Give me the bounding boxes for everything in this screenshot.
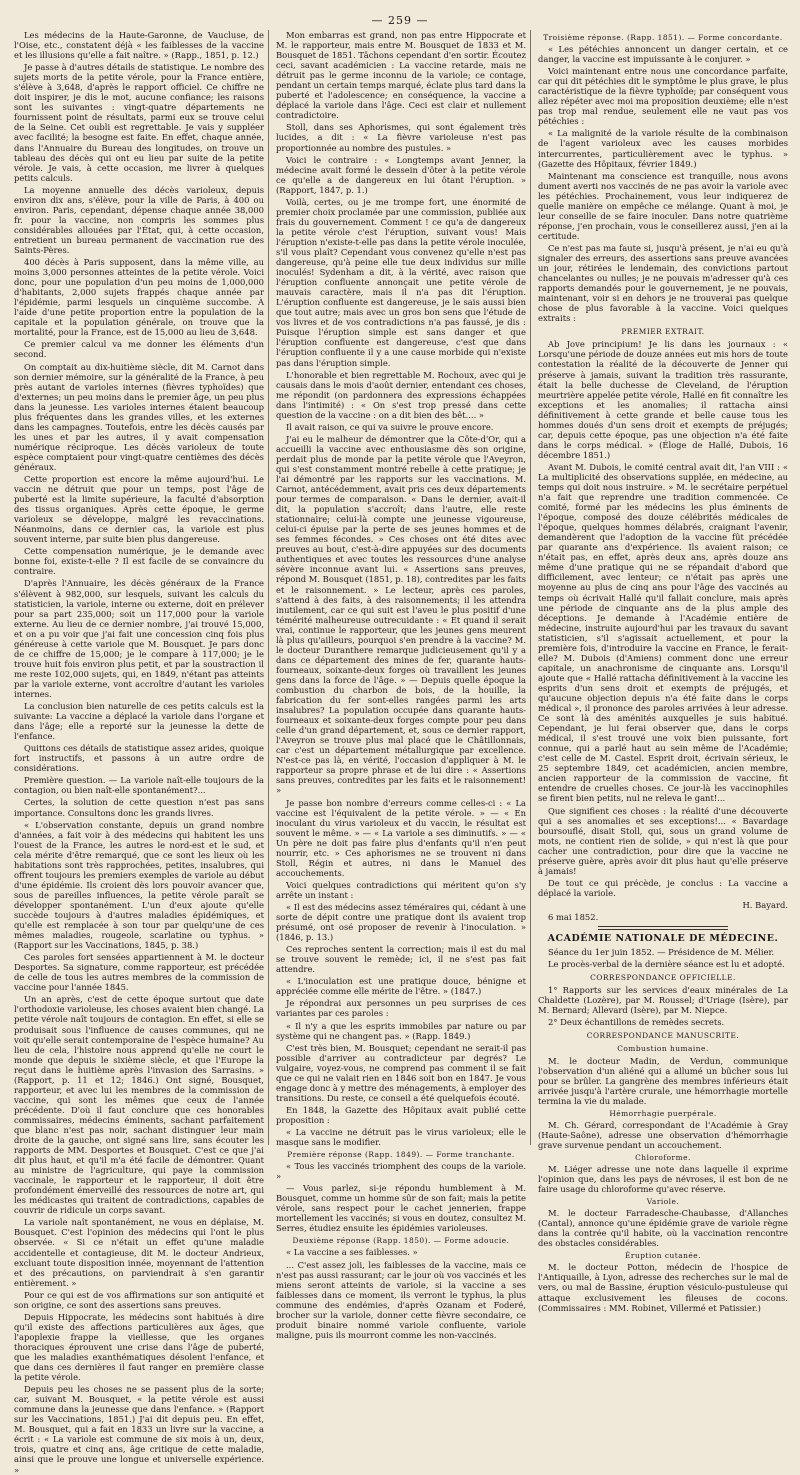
paragraph: « Tous les vaccinés triomphent des coups de la variole. »	[276, 1161, 526, 1182]
paragraph: « L'inoculation est une pratique douce, bénigne et appréciée comme elle mérite de l'être. » (1847.)	[276, 976, 526, 997]
paragraph: Quittons ces détails de statistique assez arides, quoique fort instructifs, et passons à un autre ordre de considérations.	[14, 743, 264, 774]
paragraph: Mon embarras est grand, non pas entre Hippocrate et M. le rapporteur, mais entre M. Bousquet de 1833 et M. Bousquet de 1851. Tâchons cependant d'en sortir. Écoutez ceci, savant académicien : La vaccine retarde, mais ne détruit pas le germe inconnu de la variole; ce contage, pendant un certain temps marqué, éclate plus tard dans la puberté et l'adolescence; en conséquence, la vaccine a déplacé la variole dans l'âge. Ceci est clair et nullement contradictoire.	[276, 30, 526, 121]
paragraph: J'ai eu le malheur de démontrer que la Côte-d'Or, qui a accueilli la vaccine avec enthousiasme dès son origine, perdait plus de monde par la petite vérole que l'Aveyron, qui s'est constamment montré rebelle à cette pratique; je l'ai démontré par les rapports sur les vaccinations. M. Carnot, antécédemment, avait pris ces deux départements pour termes de comparaison. « Dans le dernier, avait-il dit, la population s'accroît; dans l'autre, elle reste stationnaire; celui-là compte une jeunesse vigoureuse, celui-ci épuise par la perte de ses jeunes hommes et de ses femmes fécondes. » Ces choses ont été dites avec preuves au bout, c'est-à-dire appuyées sur des documents authentiques et avec toutes les ressources d'une analyse sévère inconnue avant lui. « Assertions sans preuves, répond M. Bousquet (1851, p. 18), contredites par les faits et le raisonnement. » Le lecteur, après ces paroles, s'attend à des faits, à des raisonnements; il les attendra inutilement, car ce qui suit est l'aveu le plus positif d'une témérité malheureuse outrecuidante : « Et quand il serait vrai, continue le rapporteur, que les jeunes gens meurent là plus qu'ailleurs, pourquoi s'en prendre à la vaccine? M. le docteur Duranthere remarque judicieusement qu'il y a dans ce département des mines de fer, quarante hauts-fourneaux, soixante-deux forges où travaillent les jeunes gens dans la force de l'âge. » — Depuis quelle époque la combustion du charbon de bois, de la houille, la fabrication du fer sont-elles rangées parmi les arts insalubres? La population occupée dans quarante hauts-fourneaux et soixante-deux forges compte pour peu dans celle d'un grand département, et, sous ce dernier rapport, l'Aveyron se trouve plus mal placé que le Châtillonnais, car c'est un département métallurgique par excellence. N'est-ce pas là, en vérité, l'occasion d'appliquer à M. le rapporteur sa propre phrase et de lui dire : « Assertions sans preuves, contredites par les faits et le raisonnement! »	[276, 433, 526, 796]
paragraph: Ab Jove principium! Je lis dans les journaux : « Lorsqu'une période de douze années eut mis hors de toute contestation la réalité de la découverte de Jenner qui préserve à jamais, suivant la tradition très rassurante, était la belle duchesse de Cleveland, de l'éruption meurtrière appelée petite vérole, Hallé en fit connaître les exceptions et les anomalies; il rattacha ainsi définitivement à cette grande et belle cause tous les hommes doués d'un sens droit et exempts de préjugés; car, depuis cette époque, pas une objection n'a été faite dans le corps médical. » (Éloge de Hallé, Dubois, 16 décembre 1851.)	[538, 339, 788, 460]
paragraph: Que signifient ces choses : la réalité d'une découverte qui a ses anomalies et ses exceptions!... « Bavardage boursouflé, disait Stoll, qui, sous un grand volume de mots, ne contient rien de solide, » qui n'est là que pour cacher une contradiction, pour dire que la vaccine ne préserve guère, après avoir dit plus haut qu'elle préserve à jamais!	[538, 805, 788, 876]
subsection-heading: Variole.	[646, 1197, 680, 1207]
section-heading: CORRESPONDANCE MANUSCRITE.	[586, 1031, 740, 1041]
paragraph: — Vous parlez, si-je répondu humblement à M. Bousquet, comme un homme sûr de son fait; mais la petite vérole, sans respect pour le cachet jennerien, frappe mortellement les vaccinés; si vous en doutez, consultez M. Serres, étudiez ensuite les épidémies varioleuses.	[276, 1183, 526, 1234]
paragraph: Cette compensation numérique, je le demande avec bonne foi, existe-t-elle ? Il est facile de se convaincre du contraire.	[14, 546, 264, 577]
paragraph: 2° Deux échantillons de remèdes secrets.	[548, 1017, 725, 1028]
paragraph: Ce n'est pas ma faute si, jusqu'à présent, je n'ai eu qu'à signaler des erreurs, des assertions sans preuve avancées un jour, rétirées le lendemain, des convictions partout chancelantes ou nulles; je ne pouvais m'adresser qu'à ces rapports demandés pour le gouvernement, je ne pouvais, maintenant, voir si en dehors je ne trouverai pas quelque chose de plus favorable à la vaccine. Voici quelques extraits :	[538, 242, 788, 324]
paragraph: M. le docteur Farradesche-Chaubasse, d'Allanches (Cantal), annonce qu'une épidémie grave de variole règne dans la contrée qu'il habite, où la vaccination rencontre des obstacles considérables.	[538, 1208, 788, 1249]
subsection-heading: Éruption cutanée.	[625, 1251, 701, 1261]
paragraph: « Il n'y a que les esprits immobiles par nature ou par système qui ne changent pas. » (Rapp. 1849.)	[276, 1020, 526, 1041]
paragraph: En 1848, la Gazette des Hôpitaux avait publié cette proposition :	[276, 1104, 526, 1125]
paragraph: Je répondrai aux personnes un peu surprises de ces variantes par ces paroles :	[276, 998, 526, 1019]
paragraph: Les médecins de la Haute-Garonne, de Vaucluse, de l'Oise, etc., constatent déjà « les faiblesses de la vaccine et les illusions qu'elle a fait naître. » (Rapp., 1851, p. 12.)	[14, 30, 264, 61]
paragraph: On comptait au dix-huitième siècle, dit M. Carnot dans son dernier mémoire, sur la généralité de la France, à peu près autant de varioles internes (fièvres typhoïdes) que d'externes; un peu moins dans le premier âge, un peu plus dans la jeunesse. Les varioles internes étaient beaucoup plus fréquentes dans les grandes villes, et les externes dans les campagnes. Toutefois, entre les décès causés par les unes et par les autres, il y avait compensation numérique réciproque. Les décès varioleux de toute espèce comptaient pour vingt-quatre centièmes des décès généraux.	[14, 361, 264, 472]
paragraph: 1° Rapports sur les services d'eaux minérales de La Chaldette (Lozère), par M. Roussel; d'Uriage (Isère), par M. Bernard; Allevard (Isère), par M. Niepce.	[538, 985, 788, 1016]
paragraph: « La vaccine a ses faiblesses. »	[286, 1247, 418, 1258]
paragraph: L'honorable et bien regrettable M. Rochoux, avec qui je causais dans le mois d'août dernier, entendant ces choses, me répondit (on pardonnera des expressions échappées dans l'intimité) : « On s'est trop pressé dans cette question de la vaccine : on a dit bien des bêt.... »	[276, 369, 526, 420]
column-middle	[276, 30, 526, 1340]
paragraph: ... C'est assez joli, les faiblesses de la vaccine, mais ce n'est pas aussi rassurant; car le jour où vos vaccinés et les miens seront atteints de variole, si la vaccine a ses faiblesses dans ce moment, ils verront le typhus, la plus commune des endémies, d'après Ozanam et Foderé, brocher sur la variole, donner cette fièvre secondaire, ce produit binaire nommé variole confluente, variole maligne, puis ils mourront comme les non-vaccinés.	[276, 1259, 526, 1340]
response-heading: Deuxième réponse (Rapp. 1850). — Forme adoucie.	[292, 1236, 510, 1246]
paragraph: « Les pétéchies annoncent un danger certain, et ce danger, la vaccine est impuissante à le conjurer. »	[538, 44, 788, 65]
minutes-line: Le procès-verbal de la dernière séance est lu et adopté.	[548, 959, 785, 970]
session-line: Séance du 1er juin 1852. — Présidence de M. Mélier.	[548, 947, 775, 958]
paragraph: La moyenne annuelle des décès varioleux, depuis environ dix ans, s'élève, pour la ville de Paris, à 400 ou environ. Paris, cependant, dépense chaque année 38,000 fr. pour la vaccine, non compris les sommes plus considérables allouées par l'État, qui, à cette occasion, entretient un bureau permanent de vaccination rue des Saints-Pères.	[14, 184, 264, 255]
subsection-heading: Hémorrhagie puerpérale.	[609, 1108, 717, 1118]
paragraph: C'est très bien, M. Bousquet; cependant ne serait-il pas possible d'arriver au contradicteur par degrés? Le vulgaire, voyez-vous, ne comprend pas comment il se fait que ce qui ne valait rien en 1846 soit bon en 1847. Je vous engage donc à y mettre des ménagements, à employer des transitions. Du reste, ce conseil a été quelquefois écouté.	[276, 1042, 526, 1103]
section-divider	[598, 926, 728, 930]
column-rule-right	[530, 30, 531, 1145]
paragraph: Ces reproches sentent la correction; mais il est du mal se trouve souvent le remède; ici, il ne s'est pas fait attendre.	[276, 944, 526, 975]
response-heading: Première réponse (Rapp. 1849). — Forme tranchante.	[287, 1150, 515, 1160]
paragraph: Certes, la solution de cette question n'est pas sans importance. Consultons donc les grands livres.	[14, 797, 264, 818]
subsection-heading: Chloroforme.	[635, 1152, 691, 1162]
paragraph: Depuis Hippocrate, les médecins sont habitués à dire qu'il existe des affections particulières aux âges, que l'apoplexie frappe la vieillesse, que les organes thoraciques éprouvent une crise dans l'âge de puberté, que les maladies exanthématiques désolent l'enfance, et que dans ces dernières il faut ranger en première classe la petite vérole.	[14, 1311, 264, 1383]
paragraph: M. le docteur Potton, médecin de l'hospice de l'Antiquaille, à Lyon, adresse des recherches sur le mal de vers, ou mal de Bassine, éruption vésiculo-pustuleuse qui attaque exclusivement les fileuses de cocons. (Commissaires : MM. Robinet, Villermé et Patissier.)	[538, 1262, 788, 1313]
paragraph: « La malignité de la variole résulte de la combinaison de l'agent varioleux avec les causes morbides intercurrentes, particulièrement avec le typhus. » (Gazette des Hôpitaux, février 1849.)	[538, 128, 788, 169]
paragraph: Il avait raison, ce qui va suivre le prouve encore.	[286, 421, 494, 432]
paragraph: Je passe à d'autres détails de statistique. Le nombre des sujets morts de la petite vérole, pour la France entière, s'élève à 3,648, d'après le rapport officiel. Ce chiffre ne doit inspirer, je dis le mot, aucune confiance; les raisons sont les suivantes : vingt-quatre départements ne fournissent point de résultats, parmi eux se trouve celui de la Seine. Cet oubli est regrettable. Je vais y suppléer avec facilité; la besogne est faite. En effet, chaque année, dans l'Annuaire du Bureau des longitudes, on trouve un tableau des décès qui ont eu lieu par suite de la petite vérole. Je vais, à cette occasion, me livrer à quelques petits calculs.	[14, 62, 264, 183]
paragraph: « L'observation constante, depuis un grand nombre d'années, a fait voir à des médecins qui habitent les uns l'ouest de la France, les autres le nord-est et le sud, et cela mérite d'être remarqué, que ce sont les lieux où les habitations sont très rapprochées, petites, insalubres, qui offrent toujours les premiers exemples de variole au début d'une épidémie. Ils croient dès lors pouvoir avancer que, sous de pareilles influences, la petite vérole paraît se développer spontanément. L'un d'eux ajoute qu'elle succède toujours à d'autres maladies épidémiques, et qu'elle est remplacée à son tour par quelqu'une de ces mêmes maladies, rougeole, scarlatine ou typhus. » (Rapport sur les Vaccinations, 1845, p. 38.)	[14, 819, 264, 951]
paragraph: M. le docteur Madin, de Verdun, communique l'observation d'un aliéné qui a allumé un bûcher sous lui pour se brûler. La gangrène des membres inférieurs était arrivée jusqu'à l'artère crurale, une hémorrhagie mortelle termina la vie du malade.	[538, 1055, 788, 1106]
paragraph: La conclusion bien naturelle de ces petits calculs est la suivante: La vaccine a déplacé la variole dans l'organe et dans l'âge; elle a reporté sur la jeunesse la dette de l'enfance.	[14, 701, 264, 742]
paragraph: Pour ce qui est de vos affirmations sur son antiquité et son origine, ce sont des assertions sans preuves.	[14, 1289, 264, 1310]
page-header: — 259 —	[371, 14, 429, 27]
paragraph: Voici le contraire : « Longtemps avant Jenner, la médecine avait formé le dessein d'ôter à la petite vérole ce qu'elle a de dangereux en lui ôtant l'éruption. » (Rapport, 1847, p. 1.)	[276, 154, 526, 195]
paragraph: « Il est des médecins assez téméraires qui, cédant à une sorte de dépit contre une pratique dont ils avaient trop présumé, ont osé proposer de revenir à l'inoculation. » (1846, p. 13.)	[276, 901, 526, 943]
paragraph: Voilà, certes, ou je me trompe fort, une énormité de premier choix proclamée par une commission, publiée aux frais du gouvernement. Comment ! ce qu'a de dangereux la petite vérole c'est l'éruption, suivant vous! Mais l'éruption n'existe-t-elle pas dans la petite vérole inoculée, s'il vous plaît? Cependant vous convenez qu'elle n'est pas dangereuse, qu'à peine elle tue deux individus sur mille inoculés! Sydenham a dit, à la vérité, avec raison que l'éruption confluente annonçait une petite vérole de mauvais caractère, mais il n'a pas dit l'éruption. L'éruption confluente est dangereuse, je le sais aussi bien que tout autre; mais avec un gros bon sens que l'étude de vos livres et de vos contradictions n'a pas faussé, je dis : Puisque l'éruption simple est sans danger et que l'éruption confluente est dangereuse, c'est que dans l'éruption confluente il y a une cause morbide qui n'existe pas dans l'éruption simple.	[276, 196, 526, 368]
signature: H. Bayard.	[742, 899, 788, 910]
paragraph: Un an après, c'est de cette époque surtout que date l'orthodoxie varioleuse, les choses avaient bien changé. La petite vérole naît toujours de contagion. En effet, si elle se produisait sous l'influence de causes communes, qui ne voit qu'elle serait contemporaine de l'espèce humaine? Au lieu de cela, l'histoire nous apprend qu'elle ne court le monde que depuis le sixième siècle, et que l'Europe la reçut dans le huitième après l'invasion des Sarrasins. » (Rapport, p. 11 et 12; 1846.) Ont signé, Bousquet, rapporteur, et avec lui les membres de la commission de vaccine, qui sont les mêmes que ceux de l'année précédente. D'où il faut conclure que ces honorables commissaires, médecins éminents, sachant parfaitement que blanc n'est pas noir, sachant distinguer leur main droite de la gauche, ont signé sans lire, sans écouter les rapports de MM. Desportes et Bousquet. C'est ce que j'ai dit plus haut, et qu'il m'a été facile de démontrer. Quant au ministre de l'agriculture, qui paye la commission vaccinale, le rapporteur et le rapporteur, il doit être profondément émerveillé des ressources de notre art, qui les médicastes qui traitent de contradictions, capables de couvrir de ridicule un corps savant.	[14, 994, 264, 1216]
subsection-heading: Combustion humaine.	[617, 1044, 709, 1054]
academy-title: ACADÉMIE NATIONALE DE MÉDECINE.	[547, 933, 779, 945]
paragraph: « La vaccine ne détruit pas le virus varioleux; elle le masque sans le modifier.	[276, 1126, 526, 1148]
column-rule-left	[268, 30, 269, 1145]
paragraph: Je passe bon nombre d'erreurs comme celles-ci : « La vaccine est l'équivalent de la petite vérole. » — « En inoculant du virus varioleux et du vaccin, le résultat est souvent le même. » — « La variole a ses diminutifs. » — « Un père ne doit pas faire plus d'enfants qu'il n'en peut nourrir, etc. » Ces aphorismes ne se trouvent ni dans Stoll, Régin et autres, ni dans le Manuel des accouchements.	[276, 797, 526, 878]
paragraph: Depuis peu les choses ne se passent plus de la sorte; car, suivant M. Bousquet, « la petite vérole est aussi commune dans la jeunesse que dans l'enfance. » (Rapport sur les Vaccinations, 1851.) J'ai dit depuis peu. En effet, M. Bousquet, qui a fait en 1833 un livre sur la vaccine, a écrit : « La variole est commune de six mois à un, deux, trois, quatre et cinq ans, âge critique de cette maladie, ainsi que le prouve une longue et universelle expérience. »	[14, 1384, 264, 1475]
paragraph: Voici quelques contradictions qui méritent qu'on s'y arrête un instant :	[276, 879, 526, 900]
paragraph: De tout ce qui précède, je conclus : La vaccine a déplacé la variole.	[538, 877, 788, 898]
paragraph: Maintenant ma conscience est tranquille, nous avons dument averti nos vaccinés de ne pas avoir la variole avec les pétéchies. Prochainement, vous leur indiquerez de quelle manière on empêche ce mélange. Quant à moi, je leur conseille de se faire inoculer. Dans notre quatrième réponse, j'en prochain, vous le conseillerez aussi, j'en ai la certitude.	[538, 170, 788, 241]
column-left	[14, 30, 264, 1475]
paragraph: Avant M. Dubois, le comité central avait dit, l'an VIII : « La multiplicité des observations supplée, en médecine, au temps qui doit nous instruire. » M. le secrétaire perpétuel n'a fait que reprendre une tradition commencée. Ce comité, formé par les médecins les plus éminents de l'époque, composé des douze célébrités médicales de l'époque, quelques hommes délabrés, craignant l'avenir, demandèrent que l'adoption de la vaccine fût précédée par quarante ans d'expérience. Ils avaient raison; ce n'était pas, en effet, après deux ans, après douze ans même d'une pratique qui ne se répandait d'abord que difficilement, avec lenteur; ce n'était pas après une moyenne au plus de cinq ans pour l'âge des vaccinés au temps où écrivait Hallé qu'il fallait conclure, mais après une période de cinquante ans de la plus ample des déceptions. Je demande à l'Académie entière de médecine, instruite aujourd'hui par les travaux du savant statisticien, s'il s'agissait actuellement, et pour la première fois, d'introduire la vaccine en France, le ferait-elle? M. Dubois (d'Amiens) comment donc une erreur capitale, un anachronisme de cinquante ans. Lorsqu'il ajoute que « Hallé rattacha définitivement à la vaccine les esprits d'un sens droit et exempts de préjugés, et qu'aucune objection depuis n'a été faite dans le corps médical », il prononce des paroles arrivées à leur adresse. Ce sont là des aménités auxquelles je suis habitué. Cependant, je lui ferai observer que, dans le corps médical, il s'est trouvé une voix bien puissante, fort connue, qui a parlé haut au sein même de l'Académie; c'est celle de M. Castel. Esprit droit, écrivain sérieux, le 25 septembre 1849, cet académicien, ancien membre, ancien rapporteur de la commission de vaccine, fit entendre de cruelles choses. Ce jour-là les vaccinophiles se firent bien petits, nul ne releva le gant!...	[538, 461, 788, 804]
paragraph: D'après l'Annuaire, les décès généraux de la France s'élèvent à 982,000, sur lesquels, suivant les calculs du statisticien, la variole, interne ou externe, doit en prélever pour sa part 235,000; soit un 117,000 pour la variole externe. Au lieu de ce dernier nombre, j'ai trouvé 15,000, et on a pu voir que j'ai fait une concession cinq fois plus généreuse à cette variole que M. Bousquet. Je pars donc de ce chiffre de 15,000; je le compare à 117,000; je le trouve huit fois environ plus petit, et par la soustraction il me reste 102,000 sujets, qui, en 1849, n'étant pas atteints par la variole externe, vont accroître d'autant les varioles internes.	[14, 578, 264, 699]
paragraph: Voici maintenant entre nous une concordance parfaite, car qui dit pétéchies dit le symptôme le plus grave, le plus caractéristique de la fièvre typhoïde; par conséquent vous allez répéter avec moi ma proposition deuxième; elle n'est pas trop mal rendue, seulement elle ne vaut pas vos pétéchies :	[538, 66, 788, 127]
paragraph: La variole naît spontanément, ne vous en déplaise, M. Bousquet. C'est l'opinion des médecins qui l'ont le plus observée. « Si ce n'était un effet qu'une maladie accidentelle et contagieuse, dit M. le docteur Andrieux, excluant toute disposition innée, moyennant de l'attention et des précautions, on parviendrait à s'en garantir entièrement. »	[14, 1217, 264, 1288]
paragraph: M. Liéger adresse une note dans laquelle il exprime l'opinion que, dans les pays de névroses, il est bon de ne faire usage du chloroforme qu'avec réserve.	[538, 1163, 788, 1195]
date: 6 mai 1852.	[548, 911, 599, 922]
paragraph: 400 décès à Paris supposent, dans la même ville, au moins 3,000 personnes atteintes de la petite vérole. Voici donc, pour une population d'un peu moins de 1,000,000 d'habitants, 2,000 sujets frappés chaque année par l'épidémie, parmi lesquels un cinquième succombe. À l'aide d'une petite proportion entre la population de la capitale et la population générale, on trouve que la mortalité, pour la France, est de 15,000 au lieu de 3,648.	[14, 257, 264, 338]
paragraph: M. Ch. Gérard, correspondant de l'Académie à Gray (Haute-Saône), adresse une observation d'hémorrhagie grave survenue pendant un accouchement.	[538, 1119, 788, 1150]
paragraph: Ce premier calcul va me donner les éléments d'un second.	[14, 339, 264, 360]
paragraph: Stoll, dans ses Aphorismes, qui sont également très lucides, a dit : « La fièvre varioleuse n'est pas proportionnée au nombre des pustules. »	[276, 122, 526, 153]
section-heading: CORRESPONDANCE OFFICIELLE.	[590, 973, 736, 983]
extract-heading: PREMIER EXTRAIT.	[621, 327, 705, 337]
paragraph: Première question. — La variole naît-elle toujours de la contagion, ou bien naît-elle spontanément?...	[14, 775, 264, 796]
column-right	[538, 30, 788, 1313]
response-heading: Troisième réponse. (Rapp. 1851). — Forme concordante.	[543, 33, 783, 42]
paragraph: Cette proportion est encore la même aujourd'hui. Le vaccin ne détruit que pour un temps, post l'âge de puberté est la limite supérieure, la faculté d'absorption des tissus organiques. Après cette époque, le germe varioleux se développe, malgré les revaccinations. Néanmoins, dans ce dernier cas, la variole est plus souvent interne, par suite bien plus dangereuse.	[14, 474, 264, 545]
paragraph: Ces paroles fort sensées appartiennent à M. le docteur Desportes. Sa signature, comme rapporteur, est précédée de celle de tous les autres membres de la commission de vaccine pour l'année 1845.	[14, 952, 264, 993]
